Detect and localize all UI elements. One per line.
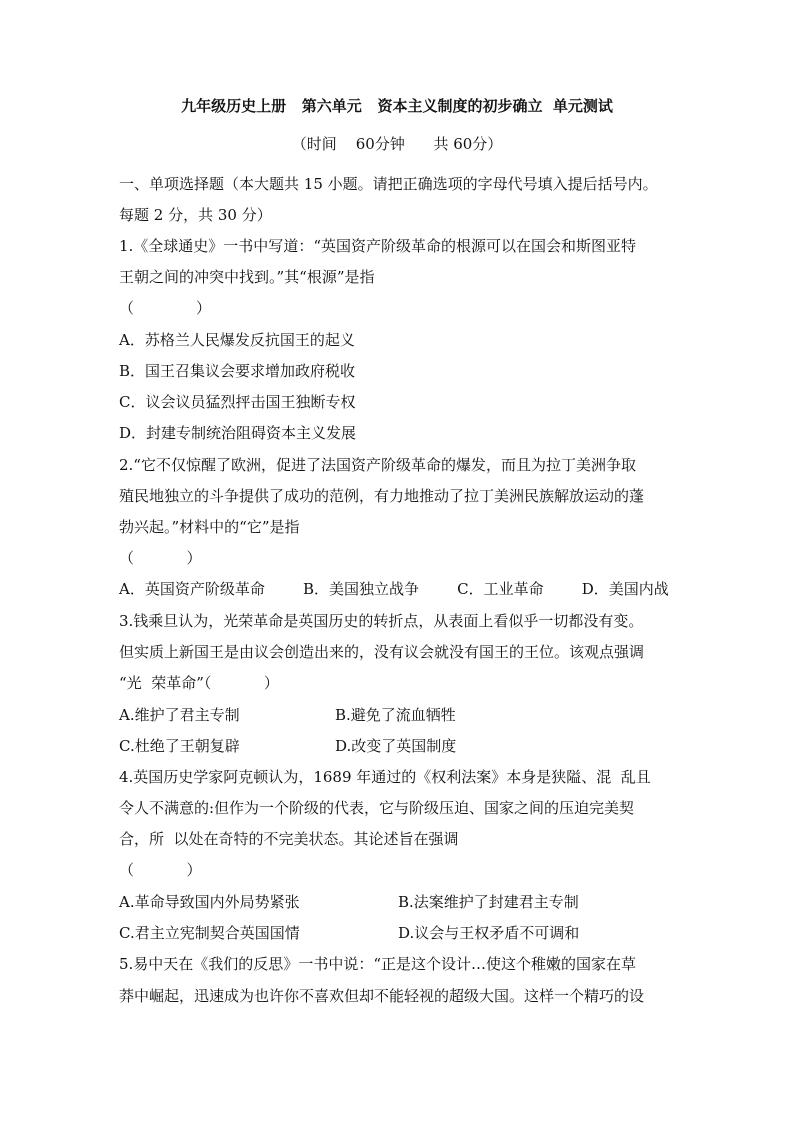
question-1-option-d: D．封建专制统治阻碍资本主义发展: [119, 424, 357, 442]
section-heading: 一、单项选择题（本大题共 15 小题。请把正确选项的字母代号填入提后括号内。: [119, 175, 658, 193]
question-3-stem: “光 荣革命”（ ）: [119, 674, 279, 692]
question-2-stem: 2.“它不仅惊醒了欧洲，促进了法国资产阶级革命的爆发，而且为拉丁美洲争取: [119, 456, 636, 474]
question-3-option-b: B.避免了流血牺牲: [335, 706, 456, 724]
question-2-answer-blank: （ ）: [119, 549, 202, 567]
question-1-stem: 1.《全球通史》一书中写道：“英国资产阶级革命的根源可以在国会和斯图亚特: [119, 237, 636, 255]
question-2-options: A．英国资产阶级革命 B．美国独立战争 C．工业革命 D．美国内战: [119, 580, 669, 598]
page-subtitle: （时间 60分钟 共 60分）: [291, 135, 503, 153]
question-3-stem: 但实质上新国王是由议会创造出来的，没有议会就没有国王的王位。该观点强调: [119, 643, 645, 661]
question-2-stem: 殖民地独立的斗争提供了成功的范例，有力地推动了拉丁美洲民族解放运动的蓬: [119, 487, 645, 505]
question-1-option-a: A．苏格兰人民爆发反抗国王的起义: [119, 331, 355, 349]
question-4-stem: 4.英国历史学家阿克顿认为，1689 年通过的《权利法案》本身是狭隘、混 乱且: [119, 768, 651, 786]
question-4-option-d: D.议会与王权矛盾不可调和: [398, 924, 580, 942]
question-5-stem: 5.易中天在《我们的反思》一书中说：“正是这个设计…使这个稚嫩的国家在草: [119, 955, 636, 973]
question-1-option-c: C．议会议员猛烈抨击国王独断专权: [119, 393, 356, 411]
question-3-stem: 3.钱乘旦认为，光荣革命是英国历史的转折点，从表面上看似乎一切都没有变。: [119, 612, 644, 630]
question-4-option-c: C.君主立宪制契合英国国情: [119, 924, 300, 942]
question-1-option-b: B．国王召集议会要求增加政府税收: [119, 362, 356, 380]
section-heading-cont: 每题 2 分，共 30 分）: [119, 206, 272, 224]
question-4-answer-blank: （ ）: [119, 861, 202, 879]
question-2-stem: 勃兴起。”材料中的“它”是指: [119, 518, 300, 536]
question-3-option-c: C.杜绝了王朝复辟: [119, 737, 240, 755]
question-5-stem: 莽中崛起，迅速成为也许你不喜欢但却不能轻视的超级大国。这样一个精巧的设: [119, 987, 645, 1005]
question-1-stem: 王朝之间的冲突中找到。”其“根源”是指: [119, 268, 375, 286]
question-3-option-d: D.改变了英国制度: [335, 737, 457, 755]
question-1-answer-blank: （ ）: [119, 299, 211, 317]
question-4-option-a: A.革命导致国内外局势紧张: [119, 893, 300, 911]
question-3-option-a: A.维护了君主专制: [119, 706, 240, 724]
question-4-stem: 令人不满意的:但作为一个阶级的代表，它与阶级压迫、国家之间的压迫完美契: [119, 799, 635, 817]
question-4-stem: 合，所 以处在奇特的不完美状态。其论述旨在强调: [119, 830, 459, 848]
page-title: 九年级历史上册 第六单元 资本主义制度的初步确立 单元测试: [181, 97, 613, 115]
question-4-option-b: B.法案维护了封建君主专制: [398, 893, 579, 911]
